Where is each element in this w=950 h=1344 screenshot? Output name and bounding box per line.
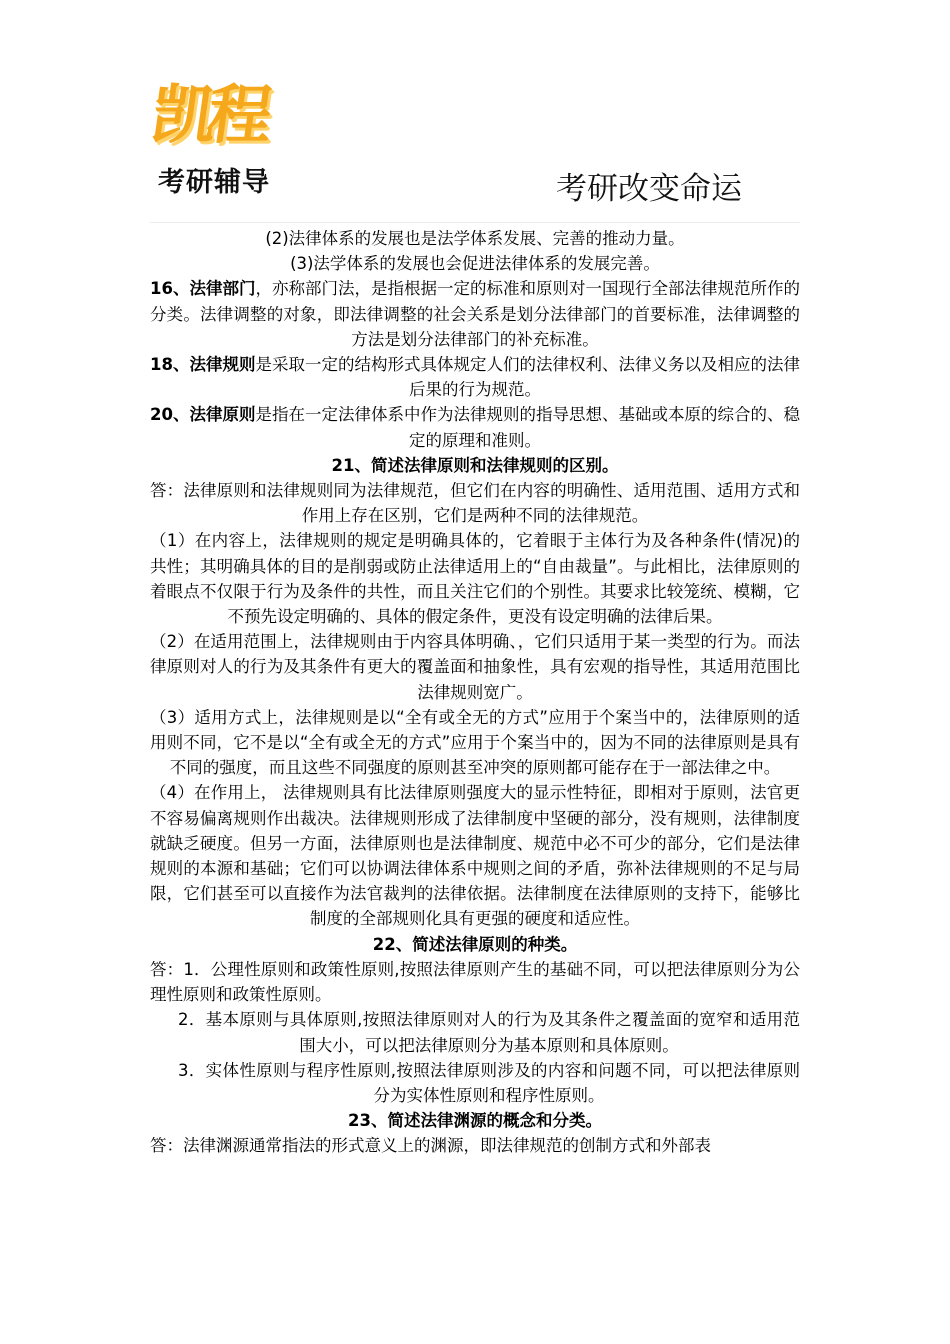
answer-paragraph: （2）在适用范围上，法律规则由于内容具体明确、，它们只适用于某一类型的行为。而法律原则对人的行为及其条件有更大的覆盖面和抽象性，具有宏观的指导性，其适用范围比法律规则宽广。 <box>150 632 800 702</box>
definition-legal-rule <box>150 352 800 402</box>
question-heading: 21、简述法律原则和法律规则的区别。 <box>331 455 619 475</box>
answer-paragraph: 2．基本原则与具体原则,按照法律原则对人的行为及其条件之覆盖面的宽窄和适用范围大小，可以把法律原则分为基本原则和具体原则。 <box>178 1010 800 1055</box>
definition-legal-principle <box>150 402 800 452</box>
term: 法律部门 <box>189 279 256 299</box>
answer-paragraph: （4）在作用上， 法律规则具有比法律原则强度大的显示性特征，即相对于原则，法官更不容易偏离规则作出裁决。法律规则形成了法律制度中坚硬的部分，没有规则，法律制度就缺乏硬度。但另一方面，法律原则也是法律制度、规范中必不可少的部分，它们是法律规则的本源和基础；它们可以协调法律体系中规则之间的矛盾，弥补法律规则的不足与局限，它们甚至可以直接作为法官裁判的法律依据。法律制度在法律原则的支持下，能够比制度的全部规则化具有更强的硬度和适应性。 <box>150 783 800 929</box>
answer-paragraph: 答：1．公理性原则和政策性原则,按照法律原则产生的基础不同，可以把法律原则分为公理性原则和政策性原则。 <box>150 959 800 1005</box>
answer-paragraph: （3）适用方式上，法律规则是以“全有或全无的方式”应用于个案当中的，法律原则的适用则不同，它不是以“全有或全无的方式”应用于个案当中的，因为不同的法律原则是具有不同的强度，而且这些不同强度的原则甚至冲突的原则都可能存在于一部法律之中。 <box>150 707 800 778</box>
paragraph: (2)法律体系的发展也是法学体系发展、完善的推动力量。 <box>265 229 685 248</box>
answer-paragraph: （1）在内容上，法律规则的规定是明确具体的，它着眼于主体行为及各种条件(情况)的共性；其明确具体的目的是削弱或防止法律适用上的“自由裁量”。与此相比，法律原则的着眼点不仅限于行为及条件的共性，而且关注它们的个别性。其要求比较笼统、模糊，它不预先设定明确的、具体的假定条件，更没有设定明确的法律后果。 <box>150 531 800 627</box>
logo-subtitle: 考研辅导 <box>158 167 270 198</box>
document-body <box>150 226 800 1159</box>
term: 法律原则 <box>189 405 256 425</box>
paragraph: (3)法学体系的发展也会促进法律体系的发展完善。 <box>290 254 660 274</box>
logo-mark: 凯程 <box>146 79 270 153</box>
answer-paragraph: 答：法律渊源通常指法的形式意义上的渊源，即法律规范的创制方式和外部表 <box>150 1136 711 1156</box>
definition-text: ，亦称部门法，是指根据一定的标准和原则对一国现行全部法律规范所作的分类。法律调整的对象，即法律调整的社会关系是划分法律部门的首要标准，法律调整的方法是划分法律部门的补充标准。 <box>150 279 801 349</box>
item-number: 20、 <box>150 405 190 425</box>
answer-paragraph: 3．实体性原则与程序性原则,按照法律原则涉及的内容和问题不同，可以把法律原则分为实体性原则和程序性原则。 <box>178 1060 800 1105</box>
definition-text: 是指在一定法律体系中作为法律规则的指导思想、基础或本原的综合的、稳定的原理和准则。 <box>255 405 801 450</box>
slogan: 考研改变命运 <box>556 171 742 207</box>
question-heading: 22、简述法律原则的种类。 <box>372 934 578 954</box>
item-number: 16、 <box>150 279 190 299</box>
header-divider <box>150 222 800 223</box>
definition-legal-department <box>150 276 800 352</box>
question-heading: 23、简述法律渊源的概念和分类。 <box>348 1111 602 1131</box>
definition-text: 是采取一定的结构形式具体规定人们的法律权利、法律义务以及相应的法律后果的行为规范。 <box>255 355 801 400</box>
answer-paragraph: 答：法律原则和法律规则同为法律规范，但它们在内容的明确性、适用范围、适用方式和作用上存在区别，它们是两种不同的法律规范。 <box>150 481 800 526</box>
item-number: 18、 <box>150 355 190 375</box>
kaicheng-logo <box>146 78 310 198</box>
term: 法律规则 <box>189 355 256 375</box>
